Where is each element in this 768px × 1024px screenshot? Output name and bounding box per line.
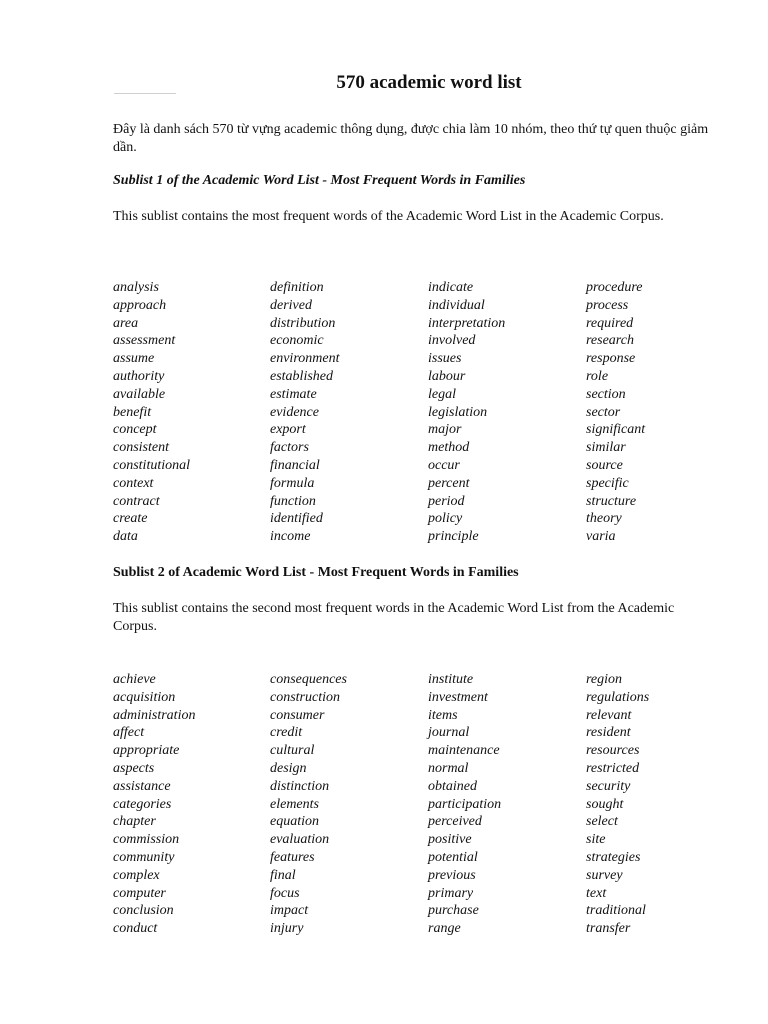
word-item: injury xyxy=(270,921,304,937)
word-item: maintenance xyxy=(428,743,500,759)
word-item: appropriate xyxy=(113,743,180,759)
word-item: resources xyxy=(586,743,640,759)
word-item: environment xyxy=(270,351,340,367)
word-item: evaluation xyxy=(270,832,330,848)
word-item: computer xyxy=(113,885,166,901)
word-item: positive xyxy=(428,832,472,848)
word-item: factors xyxy=(270,440,309,456)
word-item: analysis xyxy=(113,280,159,295)
word-item: area xyxy=(113,315,139,331)
word-item: regulations xyxy=(586,689,650,705)
word-item: categories xyxy=(113,796,172,812)
word-item: affect xyxy=(113,725,145,741)
word-item: obtained xyxy=(428,778,477,794)
word-item: similar xyxy=(586,440,626,456)
word-item: estimate xyxy=(270,386,317,402)
word-item: issues xyxy=(428,351,462,367)
word-item: conduct xyxy=(113,921,158,937)
word-item: income xyxy=(270,529,311,545)
word-item: restricted xyxy=(586,760,640,776)
word-item: cultural xyxy=(270,743,315,759)
word-item: significant xyxy=(586,422,646,438)
word-item: occur xyxy=(428,457,460,473)
word-item: range xyxy=(428,921,461,937)
word-item: conclusion xyxy=(113,903,174,919)
word-item: consumer xyxy=(270,707,325,723)
word-item: concept xyxy=(113,422,157,438)
word-item: strategies xyxy=(586,849,641,865)
word-item: theory xyxy=(586,511,622,527)
word-item: available xyxy=(113,386,166,402)
word-item: construction xyxy=(270,689,340,705)
sublist-2-heading: Sublist 2 of Academic Word List - Most Frequent Words in Families xyxy=(113,565,519,580)
word-item: indicate xyxy=(428,280,474,295)
word-item: procedure xyxy=(586,280,643,295)
word-item: security xyxy=(586,778,631,794)
word-item: distinction xyxy=(270,778,330,794)
word-item: major xyxy=(428,422,462,438)
word-item: benefit xyxy=(113,404,152,420)
word-item: authority xyxy=(113,368,165,384)
page-title: 570 academic word list xyxy=(336,72,522,93)
word-item: equation xyxy=(270,814,319,830)
word-item: principle xyxy=(428,529,479,545)
intro-paragraph: Đây là danh sách 570 từ vựng academic thông dụng, được chia làm 10 nhóm, theo thứ tự quen thuộc giảm dần. xyxy=(113,122,709,155)
word-item: economic xyxy=(270,333,324,349)
word-item: legal xyxy=(428,386,456,402)
word-item: purchase xyxy=(428,903,479,919)
sublist-1-column-1 xyxy=(113,279,190,546)
word-item: consistent xyxy=(113,440,169,456)
word-item: elements xyxy=(270,796,319,812)
word-item: relevant xyxy=(586,707,632,723)
word-item: specific xyxy=(586,475,629,491)
word-item: resident xyxy=(586,725,631,741)
word-item: evidence xyxy=(270,404,319,420)
word-item: labour xyxy=(428,368,466,384)
word-item: traditional xyxy=(586,903,646,919)
word-item: policy xyxy=(428,511,463,527)
word-item: create xyxy=(113,511,148,527)
word-item: function xyxy=(270,493,316,509)
word-item: complex xyxy=(113,867,160,883)
word-item: institute xyxy=(428,672,474,687)
word-item: design xyxy=(270,760,307,776)
word-item: select xyxy=(586,814,618,830)
word-item: features xyxy=(270,849,315,865)
word-item: sought xyxy=(586,796,624,812)
word-item: identified xyxy=(270,511,323,527)
sublist-1-column-2 xyxy=(270,279,339,546)
word-item: percent xyxy=(428,475,470,491)
word-item: contract xyxy=(113,493,160,509)
word-item: export xyxy=(270,422,306,438)
word-item: sector xyxy=(586,404,621,420)
word-item: source xyxy=(586,457,623,473)
word-item: process xyxy=(586,297,629,313)
word-item: aspects xyxy=(113,760,155,776)
word-item: achieve xyxy=(113,672,156,687)
word-item: credit xyxy=(270,725,303,741)
word-item: investment xyxy=(428,689,488,705)
word-item: primary xyxy=(428,885,474,901)
word-item: final xyxy=(270,867,296,883)
word-item: section xyxy=(586,386,626,402)
word-item: varia xyxy=(586,529,616,545)
word-item: normal xyxy=(428,760,469,776)
word-item: constitutional xyxy=(113,457,190,473)
word-item: previous xyxy=(428,867,476,883)
word-item: potential xyxy=(428,849,478,865)
word-item: period xyxy=(428,493,465,509)
word-item: research xyxy=(586,333,634,349)
word-item: assume xyxy=(113,351,155,367)
word-item: role xyxy=(586,368,609,384)
word-item: established xyxy=(270,368,333,384)
word-item: assessment xyxy=(113,333,176,349)
word-item: required xyxy=(586,315,634,331)
word-item: survey xyxy=(586,867,623,883)
word-item: individual xyxy=(428,297,485,313)
word-item: impact xyxy=(270,903,309,919)
word-item: transfer xyxy=(586,921,631,937)
sublist-1-description: This sublist contains the most frequent words of the Academic Word List in the Academic Corpus. xyxy=(113,209,664,224)
word-item: region xyxy=(586,672,623,687)
word-item: structure xyxy=(586,493,637,509)
word-item: definition xyxy=(270,280,324,295)
sublist-1-heading: Sublist 1 of the Academic Word List - Most Frequent Words in Families xyxy=(113,173,526,188)
word-item: method xyxy=(428,440,470,456)
word-item: response xyxy=(586,351,636,367)
word-item: financial xyxy=(270,457,320,473)
word-item: focus xyxy=(270,885,300,901)
word-item: commission xyxy=(113,832,180,848)
sublist-2-column-3 xyxy=(428,671,501,938)
word-item: text xyxy=(586,885,607,901)
word-item: assistance xyxy=(113,778,171,794)
word-item: distribution xyxy=(270,315,336,331)
word-item: site xyxy=(586,832,606,848)
word-item: journal xyxy=(428,725,470,741)
word-item: acquisition xyxy=(113,689,176,705)
sublist-1-column-4 xyxy=(586,279,645,546)
sublist-2-description: This sublist contains the second most frequent words in the Academic Word List from the Academic Corpus. xyxy=(113,601,675,634)
word-item: community xyxy=(113,849,175,865)
word-item: interpretation xyxy=(428,315,506,331)
word-item: administration xyxy=(113,707,196,723)
word-item: context xyxy=(113,475,154,491)
word-item: consequences xyxy=(270,672,347,687)
word-item: data xyxy=(113,529,138,545)
word-item: derived xyxy=(270,297,312,313)
word-item: involved xyxy=(428,333,476,349)
sublist-2-column-4 xyxy=(586,671,649,938)
sublist-2-column-2 xyxy=(270,671,347,938)
word-item: perceived xyxy=(428,814,482,830)
word-item: approach xyxy=(113,297,167,313)
sublist-2-column-1 xyxy=(113,671,195,938)
sublist-1-column-3 xyxy=(428,279,505,546)
word-item: items xyxy=(428,707,458,723)
word-item: formula xyxy=(270,475,315,491)
word-item: chapter xyxy=(113,814,156,830)
word-item: participation xyxy=(428,796,502,812)
word-item: legislation xyxy=(428,404,488,420)
